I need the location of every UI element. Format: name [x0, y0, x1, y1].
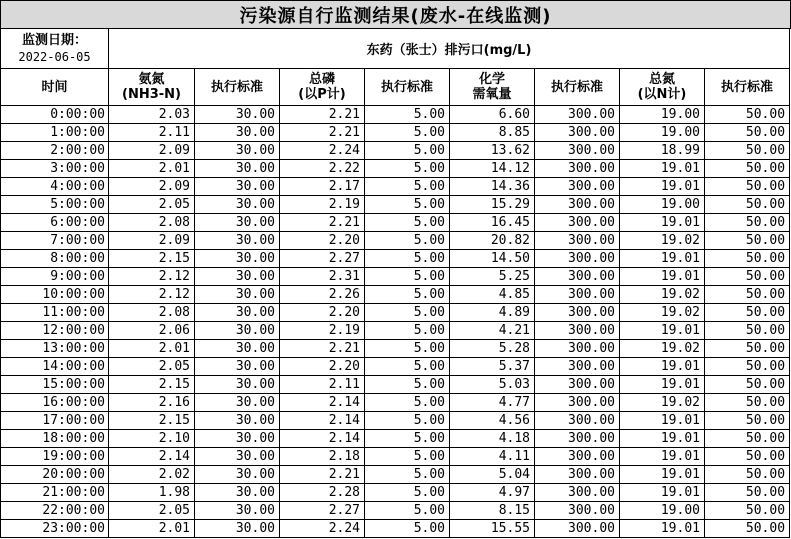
- table-row: [1, 448, 790, 466]
- cell-tp: 2.14: [280, 412, 365, 430]
- cell-tn: 19.01: [620, 358, 705, 376]
- cell-time: 21:00:00: [1, 484, 109, 502]
- cell-cod: 4.85: [450, 286, 535, 304]
- cell-cod-std: 300.00: [535, 358, 620, 376]
- table-row: [1, 358, 790, 376]
- cell-cod: 4.89: [450, 304, 535, 322]
- cell-tn: 19.01: [620, 376, 705, 394]
- cell-tn: 19.02: [620, 304, 705, 322]
- cell-nh3-std: 30.00: [195, 430, 280, 448]
- cell-tn: 19.00: [620, 196, 705, 214]
- column-header-line2: 需氧量: [472, 87, 512, 102]
- column-header-line1: 化学: [478, 72, 505, 87]
- cell-cod-std: 300.00: [535, 340, 620, 358]
- table-row: [1, 142, 790, 160]
- cell-cod-std: 300.00: [535, 466, 620, 484]
- cell-tn: 19.01: [620, 430, 705, 448]
- cell-nh3: 2.01: [109, 160, 195, 178]
- cell-tp: 2.24: [280, 142, 365, 160]
- cell-nh3: 2.15: [109, 412, 195, 430]
- cell-time: 17:00:00: [1, 412, 109, 430]
- cell-cod-std: 300.00: [535, 178, 620, 196]
- cell-tn-std: 50.00: [705, 142, 790, 160]
- cell-cod-std: 300.00: [535, 412, 620, 430]
- cell-cod-std: 300.00: [535, 124, 620, 142]
- cell-nh3-std: 30.00: [195, 448, 280, 466]
- cell-nh3: 2.12: [109, 286, 195, 304]
- cell-time: 18:00:00: [1, 430, 109, 448]
- cell-tp-std: 5.00: [365, 268, 450, 286]
- cell-cod-std: 300.00: [535, 322, 620, 340]
- cell-tn-std: 50.00: [705, 268, 790, 286]
- column-header-tn: [620, 69, 705, 106]
- cell-cod: 4.56: [450, 412, 535, 430]
- cell-tn-std: 50.00: [705, 124, 790, 142]
- cell-tp-std: 5.00: [365, 196, 450, 214]
- cell-tn-std: 50.00: [705, 232, 790, 250]
- cell-nh3: 2.11: [109, 124, 195, 142]
- cell-cod-std: 300.00: [535, 106, 620, 124]
- cell-tp-std: 5.00: [365, 340, 450, 358]
- cell-tn-std: 50.00: [705, 448, 790, 466]
- cell-nh3: 2.08: [109, 304, 195, 322]
- cell-nh3-std: 30.00: [195, 520, 280, 538]
- cell-nh3: 2.06: [109, 322, 195, 340]
- cell-nh3-std: 30.00: [195, 196, 280, 214]
- column-header-line1: 总磷: [308, 72, 335, 87]
- table-row: [1, 520, 790, 538]
- cell-time: 4:00:00: [1, 178, 109, 196]
- date-value: 2022-06-05: [18, 49, 91, 64]
- table-row: [1, 250, 790, 268]
- cell-nh3: 2.09: [109, 178, 195, 196]
- cell-nh3: 2.03: [109, 106, 195, 124]
- table-row: [1, 106, 790, 124]
- cell-cod: 4.11: [450, 448, 535, 466]
- sheet-title: 污染源自行监测结果(废水-在线监测): [0, 0, 791, 29]
- cell-cod-std: 300.00: [535, 268, 620, 286]
- table-row: [1, 286, 790, 304]
- table-row: [1, 178, 790, 196]
- table-row: [1, 502, 790, 520]
- cell-nh3: 2.05: [109, 358, 195, 376]
- cell-cod: 4.21: [450, 322, 535, 340]
- table-row: [1, 430, 790, 448]
- cell-tn-std: 50.00: [705, 376, 790, 394]
- cell-tp: 2.27: [280, 502, 365, 520]
- cell-tn: 19.01: [620, 250, 705, 268]
- cell-cod: 13.62: [450, 142, 535, 160]
- cell-cod: 15.55: [450, 520, 535, 538]
- cell-cod: 5.03: [450, 376, 535, 394]
- cell-cod: 4.97: [450, 484, 535, 502]
- cell-nh3: 2.09: [109, 142, 195, 160]
- cell-nh3-std: 30.00: [195, 466, 280, 484]
- cell-tp-std: 5.00: [365, 520, 450, 538]
- cell-time: 20:00:00: [1, 466, 109, 484]
- cell-tp: 2.19: [280, 322, 365, 340]
- cell-cod-std: 300.00: [535, 232, 620, 250]
- cell-nh3-std: 30.00: [195, 394, 280, 412]
- date-cell: [1, 29, 109, 69]
- outlet-header: 东药（张士）排污口(mg/L): [109, 29, 790, 69]
- column-header-nh3: [109, 69, 195, 106]
- cell-cod-std: 300.00: [535, 394, 620, 412]
- cell-tn-std: 50.00: [705, 394, 790, 412]
- cell-tn: 19.02: [620, 286, 705, 304]
- cell-cod: 6.60: [450, 106, 535, 124]
- cell-cod: 20.82: [450, 232, 535, 250]
- column-header-tn-std: [705, 69, 790, 106]
- column-header-line2: (NH3-N): [122, 87, 181, 102]
- cell-tp-std: 5.00: [365, 394, 450, 412]
- cell-time: 2:00:00: [1, 142, 109, 160]
- cell-nh3-std: 30.00: [195, 232, 280, 250]
- cell-nh3: 2.05: [109, 502, 195, 520]
- cell-nh3-std: 30.00: [195, 376, 280, 394]
- cell-tn-std: 50.00: [705, 358, 790, 376]
- cell-nh3: 2.01: [109, 520, 195, 538]
- cell-nh3-std: 30.00: [195, 286, 280, 304]
- cell-nh3-std: 30.00: [195, 484, 280, 502]
- cell-tn: 19.02: [620, 232, 705, 250]
- cell-tn-std: 50.00: [705, 196, 790, 214]
- column-header-nh3-std: [195, 69, 280, 106]
- cell-tp-std: 5.00: [365, 106, 450, 124]
- column-header-line2: (以N计): [637, 87, 687, 102]
- cell-cod-std: 300.00: [535, 520, 620, 538]
- cell-nh3-std: 30.00: [195, 502, 280, 520]
- column-header-line1: 时间: [41, 79, 68, 95]
- cell-nh3-std: 30.00: [195, 142, 280, 160]
- table-row: [1, 376, 790, 394]
- table-row: [1, 196, 790, 214]
- cell-tn: 19.01: [620, 322, 705, 340]
- cell-tp-std: 5.00: [365, 286, 450, 304]
- cell-nh3: 2.14: [109, 448, 195, 466]
- cell-tp-std: 5.00: [365, 160, 450, 178]
- cell-time: 6:00:00: [1, 214, 109, 232]
- cell-tp: 2.28: [280, 484, 365, 502]
- cell-tp: 2.21: [280, 214, 365, 232]
- cell-tp-std: 5.00: [365, 232, 450, 250]
- cell-nh3: 2.02: [109, 466, 195, 484]
- cell-tn-std: 50.00: [705, 340, 790, 358]
- column-header-cod-std: [535, 69, 620, 106]
- cell-tp: 2.27: [280, 250, 365, 268]
- cell-tn-std: 50.00: [705, 250, 790, 268]
- cell-time: 23:00:00: [1, 520, 109, 538]
- column-header-line1: 执行标准: [721, 79, 774, 95]
- cell-cod-std: 300.00: [535, 286, 620, 304]
- cell-nh3-std: 30.00: [195, 304, 280, 322]
- cell-cod-std: 300.00: [535, 448, 620, 466]
- cell-tp-std: 5.00: [365, 412, 450, 430]
- table-row: [1, 232, 790, 250]
- column-header-tp-std: [365, 69, 450, 106]
- cell-tp: 2.21: [280, 106, 365, 124]
- cell-time: 0:00:00: [1, 106, 109, 124]
- cell-tp-std: 5.00: [365, 448, 450, 466]
- cell-tn: 19.01: [620, 520, 705, 538]
- cell-cod-std: 300.00: [535, 484, 620, 502]
- table-row: [1, 304, 790, 322]
- cell-cod-std: 300.00: [535, 250, 620, 268]
- cell-tp: 2.20: [280, 232, 365, 250]
- cell-time: 14:00:00: [1, 358, 109, 376]
- cell-cod: 15.29: [450, 196, 535, 214]
- cell-tp: 2.18: [280, 448, 365, 466]
- cell-tp-std: 5.00: [365, 304, 450, 322]
- cell-nh3-std: 30.00: [195, 214, 280, 232]
- cell-tp: 2.21: [280, 340, 365, 358]
- cell-tn: 18.99: [620, 142, 705, 160]
- cell-time: 22:00:00: [1, 502, 109, 520]
- cell-tp: 2.31: [280, 268, 365, 286]
- cell-time: 10:00:00: [1, 286, 109, 304]
- cell-tp: 2.17: [280, 178, 365, 196]
- cell-cod: 8.15: [450, 502, 535, 520]
- cell-tn: 19.01: [620, 448, 705, 466]
- column-header-cod: [450, 69, 535, 106]
- cell-tn: 19.01: [620, 484, 705, 502]
- cell-tn-std: 50.00: [705, 466, 790, 484]
- cell-cod: 4.77: [450, 394, 535, 412]
- cell-tn-std: 50.00: [705, 214, 790, 232]
- cell-tn: 19.00: [620, 124, 705, 142]
- cell-tn: 19.01: [620, 214, 705, 232]
- cell-cod: 5.37: [450, 358, 535, 376]
- cell-nh3-std: 30.00: [195, 358, 280, 376]
- cell-nh3-std: 30.00: [195, 124, 280, 142]
- cell-nh3: 2.16: [109, 394, 195, 412]
- cell-nh3-std: 30.00: [195, 178, 280, 196]
- cell-tn-std: 50.00: [705, 304, 790, 322]
- cell-cod-std: 300.00: [535, 196, 620, 214]
- cell-cod-std: 300.00: [535, 304, 620, 322]
- cell-nh3-std: 30.00: [195, 412, 280, 430]
- cell-nh3-std: 30.00: [195, 250, 280, 268]
- cell-nh3-std: 30.00: [195, 322, 280, 340]
- cell-cod: 14.36: [450, 178, 535, 196]
- column-header-line1: 执行标准: [380, 79, 433, 95]
- cell-time: 16:00:00: [1, 394, 109, 412]
- cell-cod-std: 300.00: [535, 160, 620, 178]
- table-row: [1, 160, 790, 178]
- cell-tp-std: 5.00: [365, 466, 450, 484]
- date-label: 监测日期：: [21, 32, 87, 48]
- cell-nh3: 2.12: [109, 268, 195, 286]
- cell-tp: 2.14: [280, 394, 365, 412]
- cell-tn-std: 50.00: [705, 520, 790, 538]
- column-header-line2: (以P计): [298, 87, 346, 102]
- cell-tp: 2.26: [280, 286, 365, 304]
- cell-tp-std: 5.00: [365, 358, 450, 376]
- cell-tp-std: 5.00: [365, 502, 450, 520]
- cell-time: 11:00:00: [1, 304, 109, 322]
- cell-tp: 2.19: [280, 196, 365, 214]
- cell-cod: 4.18: [450, 430, 535, 448]
- cell-nh3: 2.15: [109, 376, 195, 394]
- cell-nh3: 2.08: [109, 214, 195, 232]
- cell-tp-std: 5.00: [365, 142, 450, 160]
- cell-nh3: 2.05: [109, 196, 195, 214]
- column-header-line1: 执行标准: [550, 79, 603, 95]
- cell-time: 7:00:00: [1, 232, 109, 250]
- cell-tp: 2.21: [280, 466, 365, 484]
- cell-tn-std: 50.00: [705, 484, 790, 502]
- cell-nh3: 2.01: [109, 340, 195, 358]
- cell-tn: 19.01: [620, 412, 705, 430]
- cell-cod: 16.45: [450, 214, 535, 232]
- cell-nh3-std: 30.00: [195, 268, 280, 286]
- cell-cod: 5.25: [450, 268, 535, 286]
- table-row: [1, 124, 790, 142]
- cell-nh3: 2.10: [109, 430, 195, 448]
- cell-tn-std: 50.00: [705, 502, 790, 520]
- cell-tp: 2.20: [280, 358, 365, 376]
- cell-time: 15:00:00: [1, 376, 109, 394]
- cell-tp-std: 5.00: [365, 214, 450, 232]
- cell-tn-std: 50.00: [705, 160, 790, 178]
- cell-tp-std: 5.00: [365, 322, 450, 340]
- cell-tp: 2.20: [280, 304, 365, 322]
- cell-tn-std: 50.00: [705, 286, 790, 304]
- cell-nh3-std: 30.00: [195, 160, 280, 178]
- table-row: [1, 412, 790, 430]
- column-header-time: [1, 69, 109, 106]
- cell-tn: 19.01: [620, 466, 705, 484]
- table-row: [1, 214, 790, 232]
- column-header-line1: 执行标准: [210, 79, 263, 95]
- monitoring-table: [0, 28, 790, 538]
- cell-time: 3:00:00: [1, 160, 109, 178]
- cell-nh3-std: 30.00: [195, 340, 280, 358]
- table-row: [1, 322, 790, 340]
- cell-cod: 14.12: [450, 160, 535, 178]
- cell-cod-std: 300.00: [535, 214, 620, 232]
- cell-tn-std: 50.00: [705, 106, 790, 124]
- cell-tp-std: 5.00: [365, 250, 450, 268]
- cell-tn-std: 50.00: [705, 430, 790, 448]
- cell-tp: 2.11: [280, 376, 365, 394]
- cell-tp: 2.14: [280, 430, 365, 448]
- cell-cod: 5.28: [450, 340, 535, 358]
- cell-nh3: 1.98: [109, 484, 195, 502]
- column-header-line1: 总氮: [648, 72, 675, 87]
- cell-cod-std: 300.00: [535, 142, 620, 160]
- cell-tn-std: 50.00: [705, 322, 790, 340]
- cell-time: 13:00:00: [1, 340, 109, 358]
- table-row: [1, 484, 790, 502]
- cell-time: 1:00:00: [1, 124, 109, 142]
- cell-cod: 8.85: [450, 124, 535, 142]
- cell-cod: 5.04: [450, 466, 535, 484]
- cell-tn: 19.01: [620, 268, 705, 286]
- cell-tn: 19.02: [620, 340, 705, 358]
- cell-tn-std: 50.00: [705, 412, 790, 430]
- cell-time: 8:00:00: [1, 250, 109, 268]
- table-row: [1, 340, 790, 358]
- cell-time: 12:00:00: [1, 322, 109, 340]
- cell-tp: 2.22: [280, 160, 365, 178]
- cell-nh3: 2.09: [109, 232, 195, 250]
- cell-tn: 19.00: [620, 502, 705, 520]
- cell-tp: 2.21: [280, 124, 365, 142]
- cell-tp-std: 5.00: [365, 376, 450, 394]
- cell-cod-std: 300.00: [535, 502, 620, 520]
- cell-tp-std: 5.00: [365, 124, 450, 142]
- cell-time: 5:00:00: [1, 196, 109, 214]
- table-row: [1, 466, 790, 484]
- cell-cod-std: 300.00: [535, 376, 620, 394]
- column-header-line1: 氨氮: [138, 72, 165, 87]
- table-row: [1, 394, 790, 412]
- cell-tp-std: 5.00: [365, 484, 450, 502]
- cell-tn: 19.02: [620, 394, 705, 412]
- cell-time: 19:00:00: [1, 448, 109, 466]
- cell-tp: 2.24: [280, 520, 365, 538]
- cell-nh3-std: 30.00: [195, 106, 280, 124]
- cell-cod: 14.50: [450, 250, 535, 268]
- cell-time: 9:00:00: [1, 268, 109, 286]
- cell-nh3: 2.15: [109, 250, 195, 268]
- cell-tn: 19.00: [620, 106, 705, 124]
- column-header-tp: [280, 69, 365, 106]
- cell-cod-std: 300.00: [535, 430, 620, 448]
- cell-tp-std: 5.00: [365, 430, 450, 448]
- table-row: [1, 268, 790, 286]
- cell-tn: 19.01: [620, 178, 705, 196]
- cell-tn-std: 50.00: [705, 178, 790, 196]
- cell-tp-std: 5.00: [365, 178, 450, 196]
- cell-tn: 19.01: [620, 160, 705, 178]
